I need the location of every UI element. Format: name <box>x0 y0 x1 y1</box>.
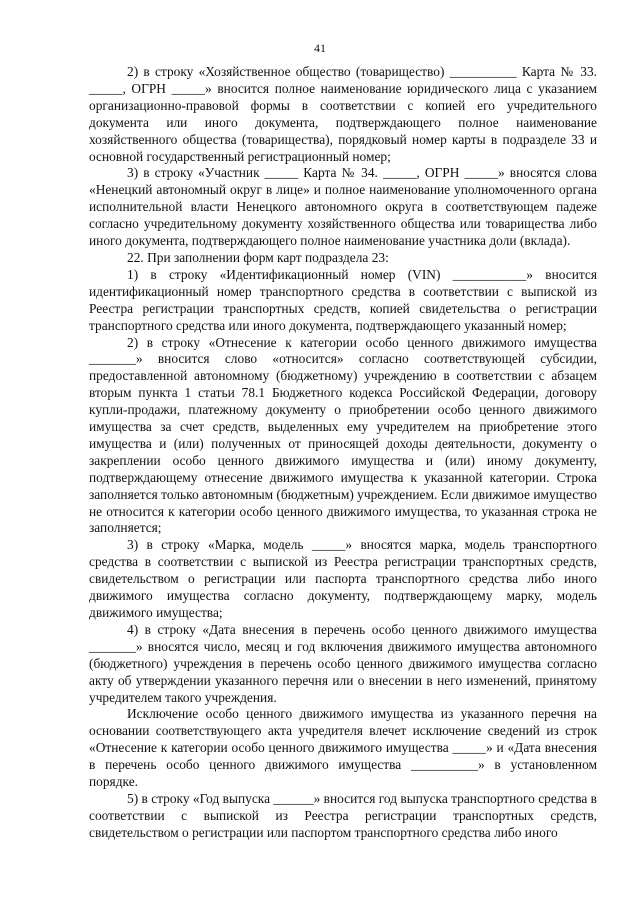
paragraph-5-year: 5) в строку «Год выпуска ______» вносится год выпуска транспортного средства в соответствии с выпиской из Реестра регистрации транспортных средств, свидетельством о регистрации или паспортом транспортного средства либо иного <box>89 790 597 840</box>
section-22-heading: 22. При заполнении форм карт подраздела 23: <box>127 249 389 265</box>
page-number: 41 <box>314 41 326 55</box>
paragraph-2-hoz-obshchestvo: 2) в строку «Хозяйственное общество (товарищество) __________ Карта № 33. _____, ОГРН _____» вносится полное наименование юридического лица с указанием организационно-правовой формы в соответствии с копией его учредительного документа или иного документа, подтверждающего полное наименование хозяйственного общества (товарищества), порядковый номер карты в подразделе 33 и основной государственный регистрационный номер; <box>89 64 597 164</box>
paragraph-4-inclusion-date: 4) в строку «Дата внесения в перечень особо ценного движимого имущества _______» вносятся число, месяц и год включения движимого имущества автономного (бюджетного) учреждения в перечень особо ценного движимого имущества согласно акту об утверждении указанного перечня или о внесении в него изменений, принятому учредителем такого учреждения. <box>89 621 597 705</box>
paragraph-2-category: 2) в строку «Отнесение к категории особо ценного движимого имущества _______» вносится слово «относится» согласно соответствующей субсидии, предоставленной автономному (бюджетному) учреждению в соответствии с абзацем вторым пункта 1 статьи 78.1 Бюджетного кодекса Российской Федерации, договору купли-продажи, платежному документу о приобретении особо ценного движимого имущества за счет средств, выделенных ему учредителем на приобретение этого имущества и (или) полученных от приносящей доходы деятельности, документу о закреплении особо ценного движимого имущества и (или) иному документу, подтверждающему отнесение движимого имущества к указанной категории. Строка заполняется только автономным (бюджетным) учреждением. Если движимое имущество не относится к категории особо ценного движимого имущества, то указанная строка не заполняется; <box>89 334 597 536</box>
paragraph-3-uchastnik: 3) в строку «Участник _____ Карта № 34. _____, ОГРН _____» вносятся слова «Ненецкий автономный округ в лице» и полное наименование уполномоченного органа исполнительной власти Ненецкого автономного округа в соответствующем падеже согласно учредительному документу хозяйственного общества или товарищества либо иного документа, подтверждающего полное наименование участника доли (вклада). <box>89 165 597 249</box>
paragraph-1-vin: 1) в строку «Идентификационный номер (VIN) ___________» вносится идентификационный номер транспортного средства в соответствии с выпиской из Реестра регистрации транспортных средств, копией свидетельства о регистрации транспортного средства или иного документа, подтверждающего указанный номер; <box>89 266 597 333</box>
document-body <box>89 64 597 842</box>
paragraph-3-brand-model: 3) в строку «Марка, модель _____» вносятся марка, модель транспортного средства в соответствии с выпиской из Реестра регистрации транспортных средств, свидетельством о регистрации или паспорта транспортного средства либо иного движимого имущества согласно документу, подтверждающему марку, модель движимого имущества; <box>89 537 597 620</box>
paragraph-exclusion: Исключение особо ценного движимого имущества из указанного перечня на основании соответствующего акта учредителя влечет исключение сведений из строк «Отнесение к категории особо ценного движимого имущества _____» и «Дата внесения в перечень особо ценного движимого имущества __________» в установленном порядке. <box>89 706 597 790</box>
